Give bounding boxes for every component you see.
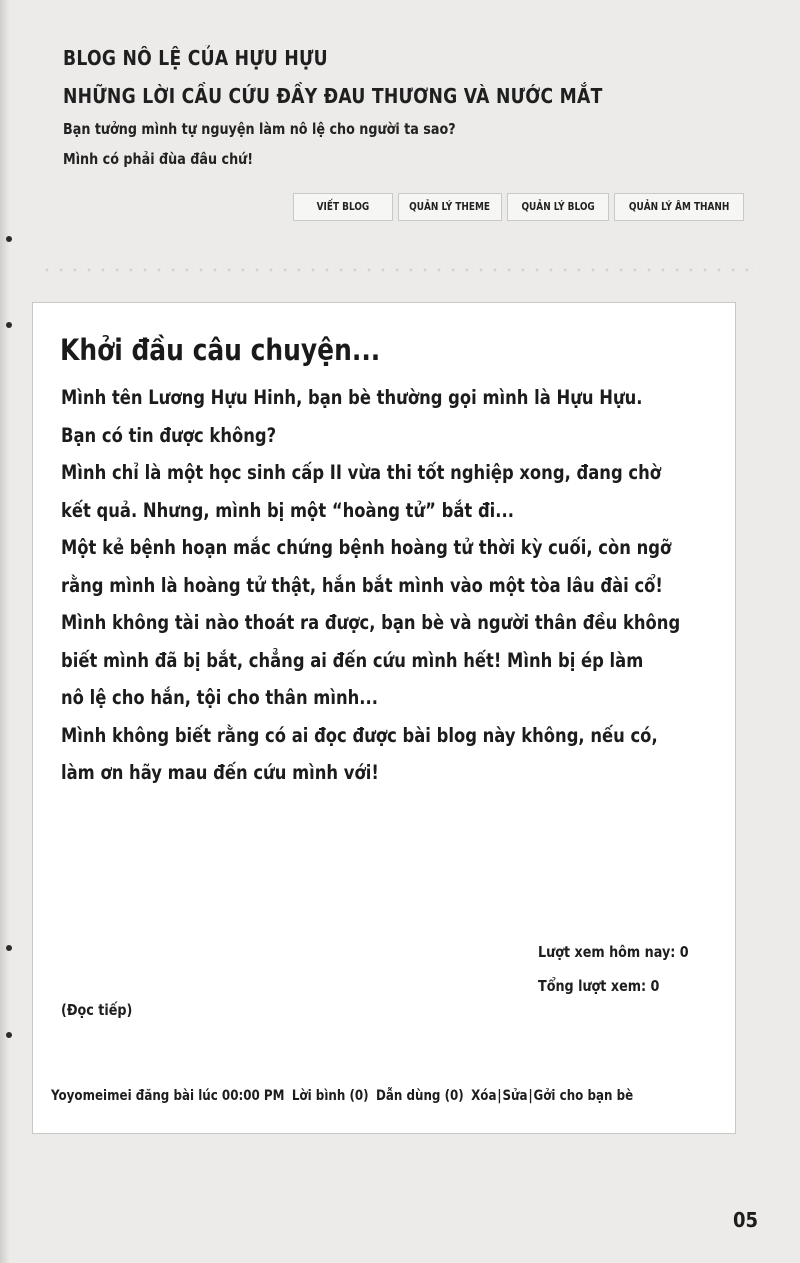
post-title: Khởi đầu câu chuyện...: [60, 333, 381, 367]
post-body: [61, 379, 761, 792]
view-stats: [538, 935, 715, 1003]
post-line: rằng mình là hoàng tử thật, hắn bắt mình vào một tòa lâu đài cổ!: [61, 573, 663, 597]
manage-theme-label: QUẢN LÝ THEME: [409, 201, 491, 213]
decorative-dot-divider: [40, 266, 760, 274]
views-total: Tổng lượt xem: 0: [538, 977, 660, 995]
post-line: biết mình đã bị bắt, chẳng ai đến cứu mình hết! Mình bị ép làm: [61, 648, 644, 672]
write-blog-button[interactable]: [293, 193, 393, 221]
post-line: nô lệ cho hắn, tội cho thân mình...: [61, 686, 378, 709]
delete-link[interactable]: Xóa: [471, 1088, 497, 1104]
footer-separator: |: [497, 1088, 502, 1104]
manage-theme-button[interactable]: [398, 193, 502, 221]
manage-audio-button[interactable]: [614, 193, 744, 221]
footer-separator: |: [528, 1088, 533, 1104]
binding-hole: [6, 236, 12, 242]
comments-link[interactable]: Lời bình (0): [291, 1088, 369, 1104]
post-line: kết quả. Nhưng, mình bị một “hoàng tử” bắt đi...: [61, 498, 514, 522]
manage-audio-label: QUẢN LÝ ÂM THANH: [628, 201, 730, 213]
post-line: Mình không biết rằng có ai đọc được bài blog này không, nếu có,: [61, 723, 658, 747]
posted-by-text: Yoyomeimei đăng bài lúc 00:00 PM: [51, 1088, 285, 1104]
page-number: 05: [733, 1208, 759, 1232]
blog-tagline-2: Mình có phải đùa đâu chứ!: [63, 150, 254, 168]
post-line: Một kẻ bệnh hoạn mắc chứng bệnh hoàng tử thời kỳ cuối, còn ngỡ: [61, 536, 672, 559]
binding-hole: [6, 1032, 12, 1038]
send-to-friends-link[interactable]: Gởi cho bạn bè: [533, 1088, 634, 1104]
blog-post-card: [32, 302, 736, 1134]
read-more-link[interactable]: (Đọc tiếp): [61, 1001, 133, 1019]
post-line: Mình không tài nào thoát ra được, bạn bè và người thân đều không: [61, 611, 681, 634]
manage-blog-button[interactable]: [507, 193, 609, 221]
post-line: Mình chỉ là một học sinh cấp II vừa thi tốt nghiệp xong, đang chờ: [61, 461, 661, 484]
post-line: làm ơn hãy mau đến cứu mình với!: [61, 761, 379, 784]
quotes-link[interactable]: Dẫn dùng (0): [375, 1088, 464, 1104]
post-footer: [51, 1088, 633, 1104]
page-spine: [0, 0, 10, 1263]
binding-hole: [6, 945, 12, 951]
blog-title: BLOG NÔ LỆ CỦA HỰU HỰU: [63, 46, 328, 70]
post-line: Bạn có tin được không?: [61, 423, 277, 447]
edit-link[interactable]: Sửa: [502, 1088, 528, 1104]
write-blog-label: VIẾT BLOG: [316, 201, 370, 213]
binding-hole: [6, 322, 12, 328]
views-today: Lượt xem hôm nay: 0: [538, 943, 689, 961]
manage-blog-label: QUẢN LÝ BLOG: [521, 201, 595, 213]
blog-subtitle: NHỮNG LỜI CẦU CỨU ĐẦY ĐAU THƯƠNG VÀ NƯỚC MẮT: [63, 84, 603, 108]
blog-nav: [293, 193, 744, 221]
post-line: Mình tên Lương Hựu Hinh, bạn bè thường gọi mình là Hựu Hựu.: [61, 386, 643, 409]
blog-tagline-1: Bạn tưởng mình tự nguyện làm nô lệ cho người ta sao?: [63, 120, 456, 138]
